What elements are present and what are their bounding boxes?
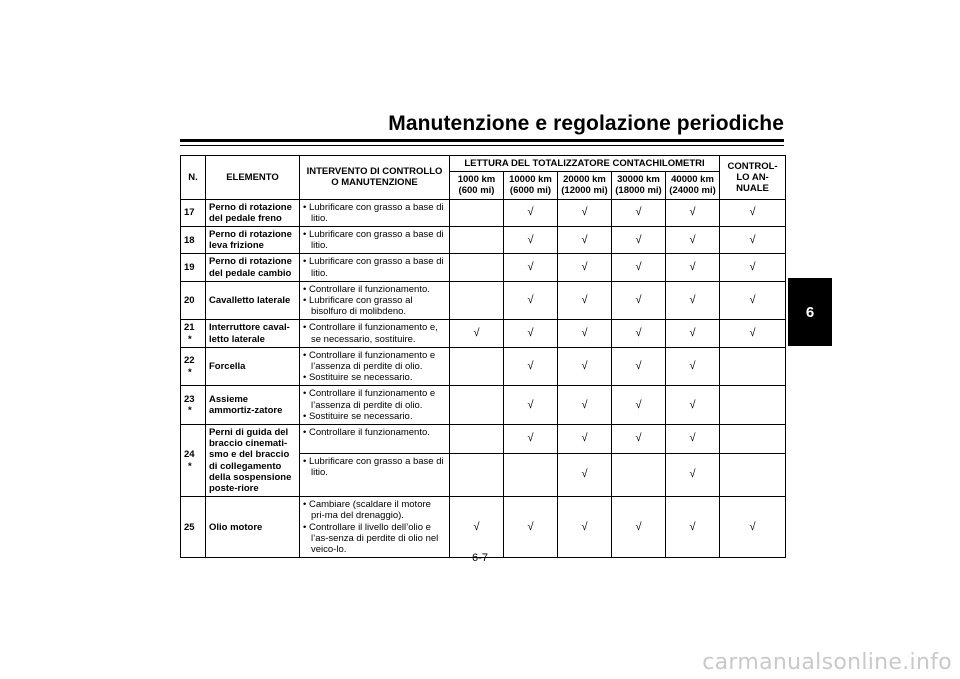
header-km-1: 10000 km (6000 mi) (504, 172, 558, 199)
check-cell (450, 254, 504, 281)
check-cell (612, 453, 666, 497)
intervento-cell (300, 386, 450, 425)
check-cell: √ (666, 281, 720, 320)
check-cell: √ (666, 453, 720, 497)
intervento-cell (300, 281, 450, 320)
row-number (181, 425, 206, 497)
check-cell: √ (720, 497, 786, 558)
table-row (181, 497, 786, 558)
intervento-line: • Controllare il funzionamento. (303, 283, 430, 295)
check-cell: √ (666, 254, 720, 281)
row-number-text: 17 (184, 207, 195, 219)
intervento-line: • Cambiare (scaldare il motore pri-ma del drenaggio). (303, 499, 431, 522)
intervento-cell (300, 347, 450, 386)
title-rule-thin (180, 145, 784, 146)
intervento-cell (300, 497, 450, 558)
check-cell: √ (558, 199, 612, 226)
check-cell: √ (504, 320, 558, 347)
check-cell (720, 453, 786, 497)
header-n: N. (181, 156, 206, 200)
check-cell: √ (558, 497, 612, 558)
check-cell (504, 453, 558, 497)
intervento-cell (300, 227, 450, 254)
check-cell: √ (450, 320, 504, 347)
row-number-text: 21 (184, 322, 195, 334)
watermark: carmanualsonline.info (702, 650, 952, 675)
check-cell: √ (558, 227, 612, 254)
header-km-0: 1000 km (600 mi) (450, 172, 504, 199)
table-row (181, 347, 786, 386)
row-number (181, 497, 206, 558)
intervento-line: • Sostituire se necessario. (303, 410, 413, 422)
check-cell (450, 386, 504, 425)
check-cell: √ (612, 386, 666, 425)
check-cell: √ (720, 199, 786, 226)
check-cell (720, 347, 786, 386)
check-cell: √ (558, 254, 612, 281)
elemento-cell: Assieme ammortiz-zatore (206, 386, 300, 425)
check-cell: √ (558, 425, 612, 454)
table-row (181, 227, 786, 254)
check-cell: √ (558, 347, 612, 386)
check-cell: √ (666, 347, 720, 386)
table-body (181, 199, 786, 558)
row-number (181, 254, 206, 281)
elemento-cell: Olio motore (206, 497, 300, 558)
intervento-cell (300, 320, 450, 347)
title-rule (180, 139, 784, 142)
intervento-cell (300, 453, 450, 497)
row-number (181, 227, 206, 254)
header-controllo-annuale: CONTROL-LO AN-NUALE (720, 156, 786, 200)
intervento-cell (300, 425, 450, 454)
table-row (181, 254, 786, 281)
elemento-cell: Perni di guida del braccio cinemati-smo e del braccio di collegamento della sospensione poste-riore (206, 425, 300, 497)
check-cell: √ (504, 386, 558, 425)
chapter-tab[interactable]: 6 (788, 278, 832, 346)
intervento-cell (300, 199, 450, 226)
intervento-line: • Lubrificare con grasso a base di litio. (303, 229, 444, 252)
row-star: * (188, 405, 192, 417)
check-cell: √ (558, 320, 612, 347)
check-cell: √ (666, 227, 720, 254)
check-cell: √ (504, 347, 558, 386)
header-km-2: 20000 km (12000 mi) (558, 172, 612, 199)
intervento-line: • Controllare il funzionamento e l’assenza di perdite di olio. (303, 388, 436, 411)
elemento-cell: Cavalletto laterale (206, 281, 300, 320)
check-cell: √ (504, 497, 558, 558)
header-km-4: 40000 km (24000 mi) (666, 172, 720, 199)
check-cell (450, 425, 504, 454)
check-cell (450, 199, 504, 226)
intervento-line: • Lubrificare con grasso a base di litio. (303, 455, 444, 478)
intervento-line: • Controllare il funzionamento e, se necessario, sostituire. (303, 322, 438, 345)
check-cell (450, 347, 504, 386)
elemento-cell: Perno di rotazione del pedale cambio (206, 254, 300, 281)
table-row (181, 199, 786, 226)
row-number-text: 24 (184, 449, 195, 461)
row-number (181, 199, 206, 226)
row-number-text: 23 (184, 394, 195, 406)
check-cell: √ (666, 386, 720, 425)
check-cell: √ (504, 227, 558, 254)
header-intervento: INTERVENTO DI CONTROLLO O MANUTENZIONE (300, 156, 450, 200)
intervento-line: • Sostituire se necessario. (303, 372, 413, 384)
table-row (181, 386, 786, 425)
intervento-cell (300, 254, 450, 281)
table-row (181, 320, 786, 347)
header-lettura: LETTURA DEL TOTALIZZATORE CONTACHILOMETRI (450, 156, 720, 172)
row-star: * (188, 333, 192, 345)
header-km-3: 30000 km (18000 mi) (612, 172, 666, 199)
intervento-line: • Lubrificare con grasso al bisolfuro di molibdeno. (303, 295, 413, 318)
check-cell: √ (612, 347, 666, 386)
intervento-line: • Lubrificare con grasso a base di litio. (303, 256, 444, 279)
check-cell (720, 425, 786, 454)
row-number (181, 281, 206, 320)
check-cell (450, 281, 504, 320)
intervento-line: • Controllare il livello dell’olio e l’as-senza di perdite di olio nel veico-lo. (303, 521, 439, 556)
check-cell: √ (720, 320, 786, 347)
check-cell: √ (504, 281, 558, 320)
row-star: * (188, 366, 192, 378)
page-number: 6-7 (472, 552, 488, 564)
row-number-text: 20 (184, 295, 195, 307)
check-cell: √ (558, 453, 612, 497)
header-elemento: ELEMENTO (206, 156, 300, 200)
check-cell (450, 227, 504, 254)
row-number (181, 386, 206, 425)
maintenance-table (180, 155, 786, 558)
check-cell: √ (504, 254, 558, 281)
row-number (181, 347, 206, 386)
intervento-line: • Lubrificare con grasso a base di litio. (303, 201, 444, 224)
check-cell (720, 386, 786, 425)
row-number-text: 19 (184, 262, 195, 274)
check-cell: √ (720, 254, 786, 281)
check-cell: √ (612, 199, 666, 226)
check-cell: √ (558, 386, 612, 425)
check-cell: √ (612, 320, 666, 347)
elemento-cell: Forcella (206, 347, 300, 386)
page-title: Manutenzione e regolazione periodiche (388, 112, 784, 135)
elemento-cell: Perno di rotazione leva frizione (206, 227, 300, 254)
check-cell: √ (558, 281, 612, 320)
check-cell: √ (666, 425, 720, 454)
check-cell: √ (504, 199, 558, 226)
check-cell: √ (666, 497, 720, 558)
check-cell: √ (612, 425, 666, 454)
check-cell: √ (666, 199, 720, 226)
elemento-cell: Interruttore caval-letto laterale (206, 320, 300, 347)
table-row (181, 425, 786, 454)
check-cell: √ (612, 281, 666, 320)
check-cell: √ (720, 281, 786, 320)
row-number-text: 22 (184, 355, 195, 367)
check-cell (450, 453, 504, 497)
intervento-line: • Controllare il funzionamento e l’assenza di perdite di olio. (303, 349, 436, 373)
row-number-text: 25 (184, 521, 195, 533)
row-number (181, 320, 206, 347)
check-cell: √ (450, 497, 504, 558)
check-cell: √ (612, 497, 666, 558)
table-row (181, 281, 786, 320)
elemento-cell: Perno di rotazione del pedale freno (206, 199, 300, 226)
row-star: * (188, 460, 192, 472)
intervento-line: • Controllare il funzionamento. (303, 427, 430, 439)
row-number-text: 18 (184, 234, 195, 246)
check-cell: √ (666, 320, 720, 347)
check-cell: √ (612, 227, 666, 254)
check-cell: √ (504, 425, 558, 454)
check-cell: √ (612, 254, 666, 281)
check-cell: √ (720, 227, 786, 254)
